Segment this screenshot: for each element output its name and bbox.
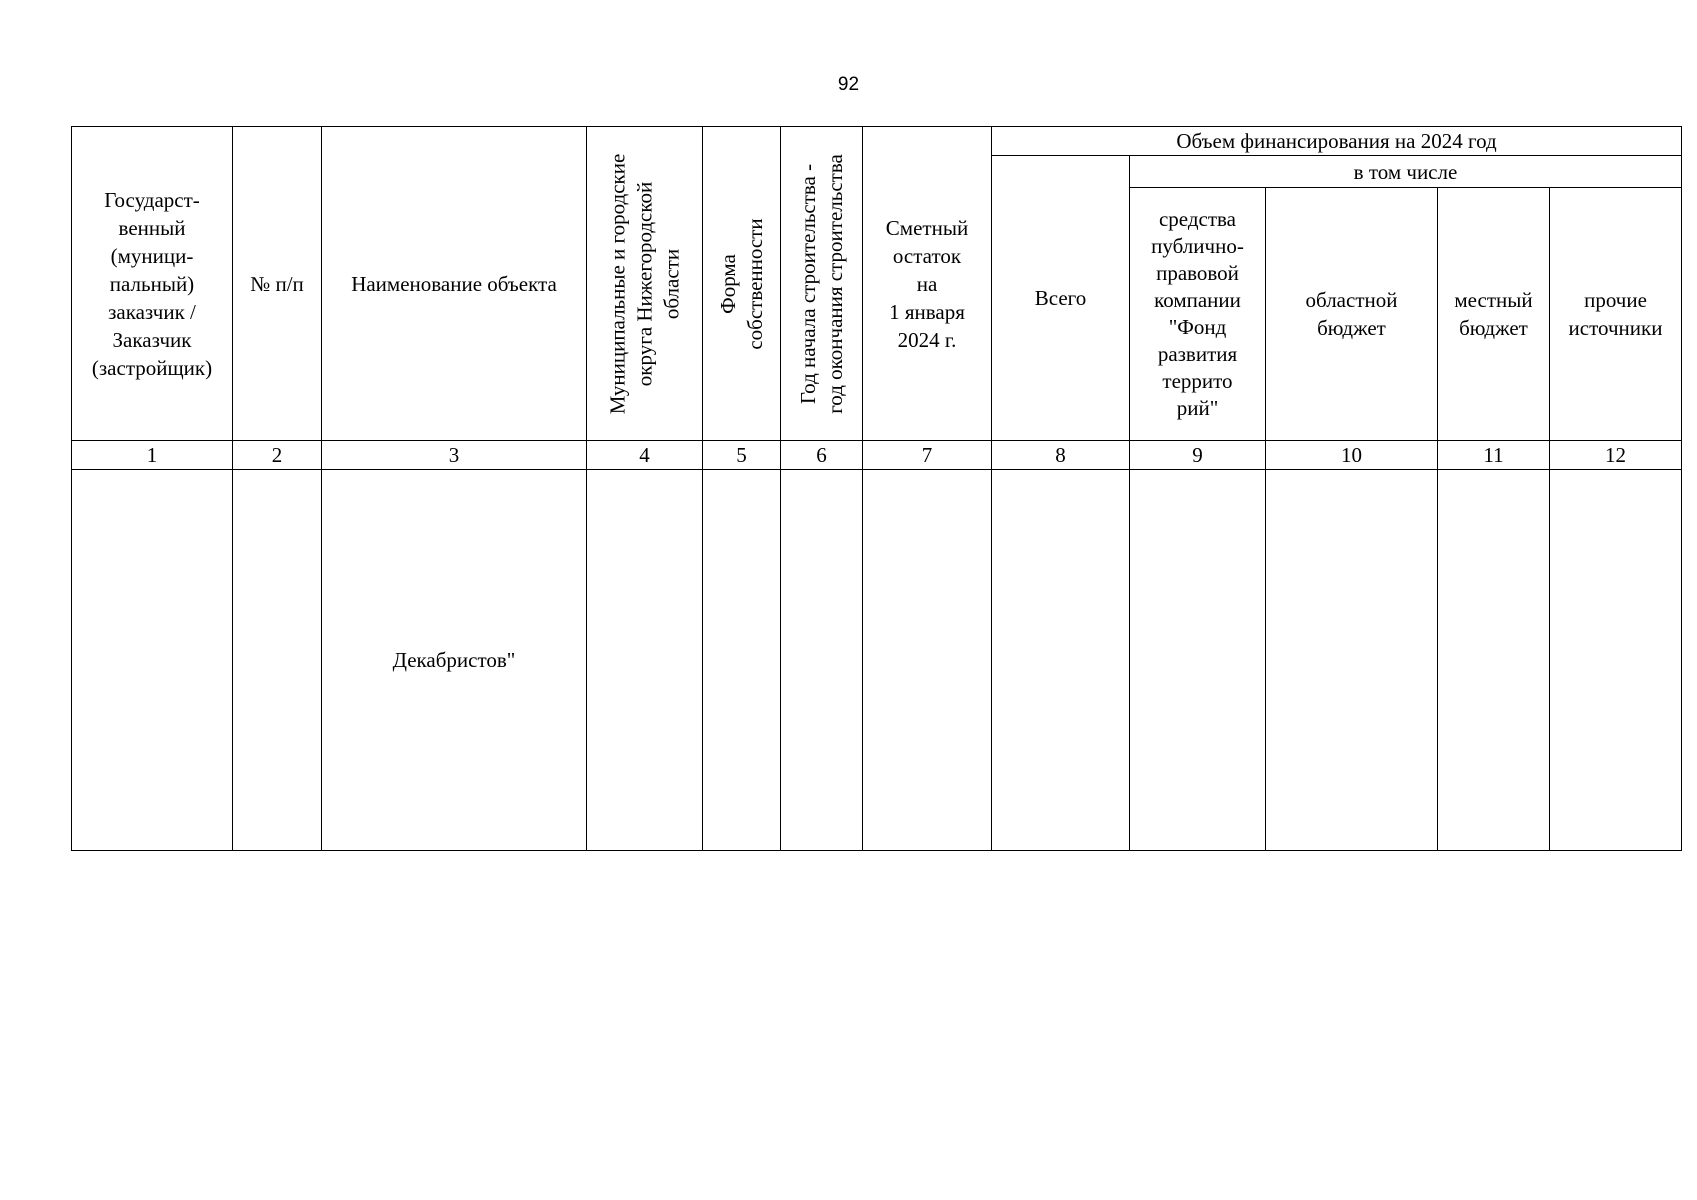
- cell-local-budget: [1438, 470, 1550, 851]
- cell-number: [233, 470, 322, 851]
- column-number: 9: [1130, 441, 1266, 470]
- header-number: № п/п: [233, 127, 322, 441]
- header-object-name: Наименование объекта: [322, 127, 587, 441]
- cell-total: [992, 470, 1130, 851]
- header-financing-group: Объем финансирования на 2024 год: [992, 127, 1682, 156]
- header-fund: средства публично- правовой компании "Фонд развития террито рий": [1130, 188, 1266, 441]
- column-number: 3: [322, 441, 587, 470]
- investment-table: [71, 126, 1682, 851]
- header-other-sources: прочие источники: [1550, 188, 1682, 441]
- header-total: Всего: [992, 156, 1130, 441]
- header-row-1: [72, 127, 1682, 156]
- cell-municipality: [587, 470, 703, 851]
- page-number: 92: [837, 74, 860, 95]
- column-number-row: [72, 441, 1682, 470]
- table-row: [72, 470, 1682, 851]
- header-including: в том числе: [1130, 156, 1682, 188]
- cell-regional-budget: [1266, 470, 1438, 851]
- header-municipality-line-2: округа Нижегородской: [632, 181, 656, 386]
- cell-estimate-balance: [863, 470, 992, 851]
- cell-object-name: Декабристов": [322, 470, 587, 851]
- header-regional-budget: областной бюджет: [1266, 188, 1438, 441]
- header-ownership-line-2: собственности: [742, 217, 767, 350]
- header-years-line-1: Год начала строительства -: [795, 163, 820, 404]
- header-estimate-balance: Сметный остаток на 1 января 2024 г.: [863, 127, 992, 441]
- cell-other-sources: [1550, 470, 1682, 851]
- header-years: [781, 127, 863, 441]
- column-number: 12: [1550, 441, 1682, 470]
- header-ownership: [703, 127, 781, 441]
- column-number: 8: [992, 441, 1130, 470]
- header-ownership-line-1: Форма: [715, 253, 740, 314]
- column-number: 7: [863, 441, 992, 470]
- header-local-budget: местный бюджет: [1438, 188, 1550, 441]
- column-number: 2: [233, 441, 322, 470]
- header-municipality: [587, 127, 703, 441]
- column-number: 11: [1438, 441, 1550, 470]
- column-number: 5: [703, 441, 781, 470]
- header-municipality-line-3: области: [659, 248, 683, 319]
- header-customer: Государст- венный (муници- пальный) заказчик / Заказчик (застройщик): [72, 127, 233, 441]
- column-number: 4: [587, 441, 703, 470]
- header-municipality-line-1: Муниципальные и городские: [605, 153, 629, 414]
- cell-fund: [1130, 470, 1266, 851]
- column-number: 1: [72, 441, 233, 470]
- header-years-line-2: год окончания строительства: [822, 153, 847, 414]
- column-number: 10: [1266, 441, 1438, 470]
- cell-ownership: [703, 470, 781, 851]
- cell-customer: [72, 470, 233, 851]
- column-number: 6: [781, 441, 863, 470]
- cell-years: [781, 470, 863, 851]
